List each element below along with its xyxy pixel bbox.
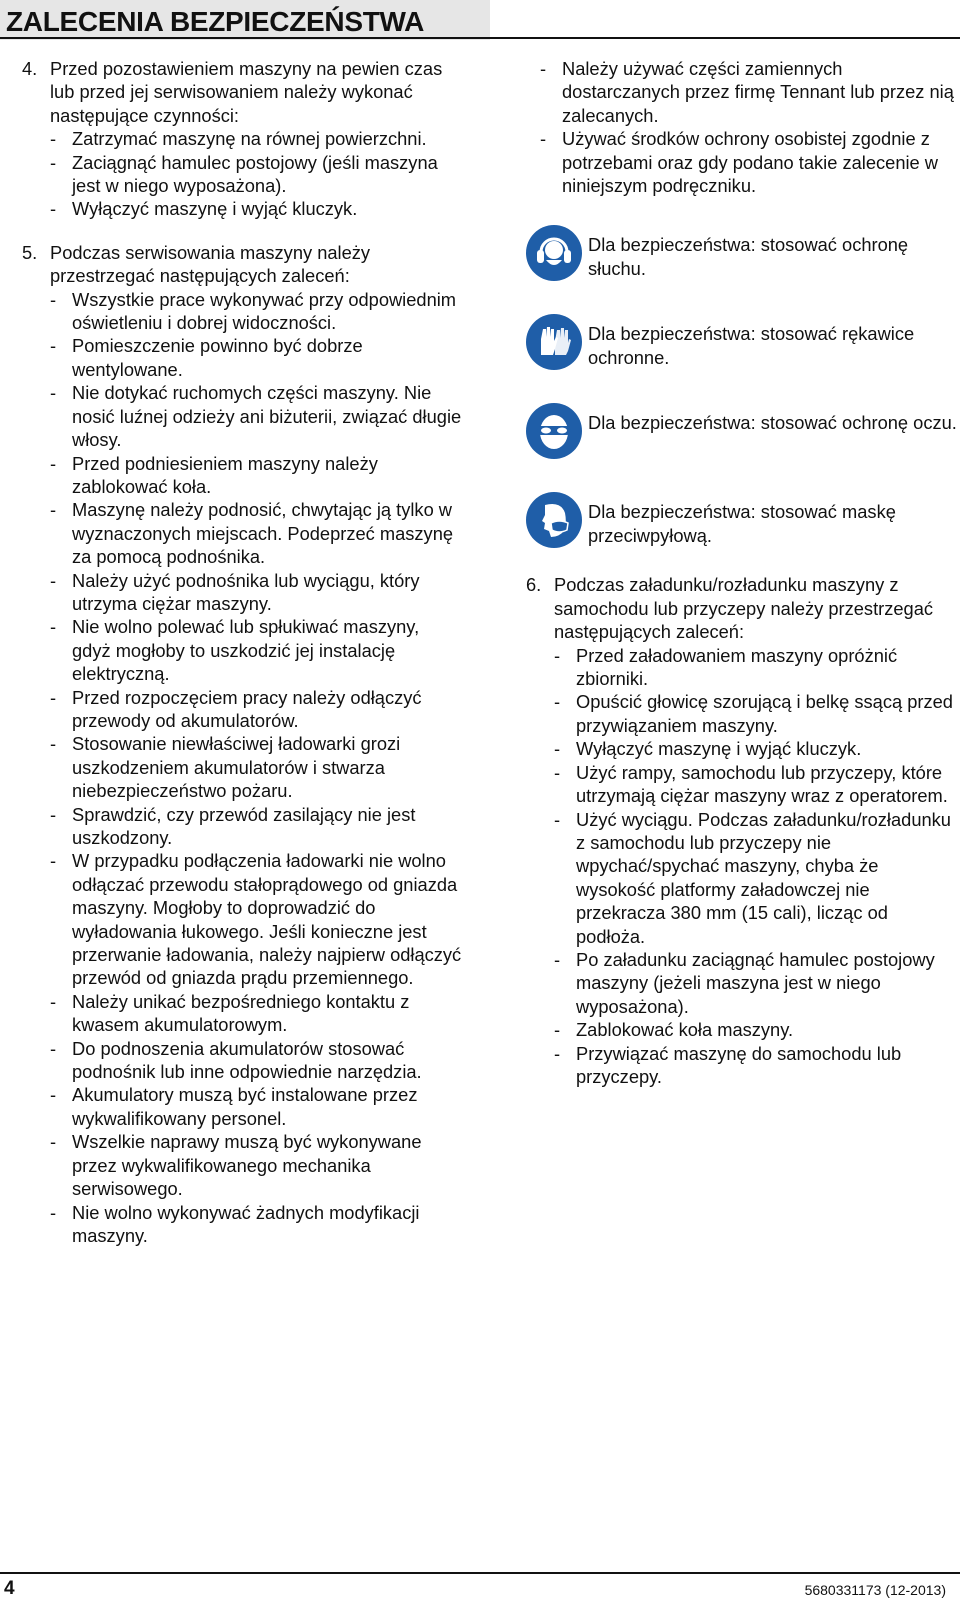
gloves-icon bbox=[526, 314, 582, 370]
list-item: - Sprawdzić, czy przewód zasilający nie jest uszkodzony. bbox=[50, 803, 416, 848]
list-item: - Wyłączyć maszynę i wyjąć kluczyk. bbox=[50, 198, 358, 220]
list-item: - Wszystkie prace wykonywać przy odpowiednim oświetleniu i dobrej widoczności. bbox=[50, 288, 457, 334]
document-code: 5680331173 (12-2013) bbox=[804, 1582, 946, 1598]
ppe-text: Dla bezpieczeństwa: stosować ochronę słuchu. bbox=[588, 234, 909, 279]
list-item: - Użyć wyciągu. Podczas załadunku/rozładunku z samochodu lub przyczepy nie wpychać/spychać maszyny, chyba że wysokość platformy załadowczej nie przekracza 380 mm (15 cali), licząc od podłoża. bbox=[554, 808, 951, 947]
list-item: - Akumulatory muszą być instalowane przez wykwalifikowany personel. bbox=[50, 1084, 418, 1129]
header-divider bbox=[0, 37, 960, 39]
list-item: - Używać środków ochrony osobistej zgodnie z potrzebami oraz gdy podano takie zalecenie w niniejszym podręczniku. bbox=[540, 128, 939, 197]
list-item: - Użyć rampy, samochodu lub przyczepy, które utrzymają ciężar maszyny wraz z operatorem. bbox=[554, 761, 948, 807]
section-number: 6. bbox=[526, 574, 542, 596]
list-item: - Zablokować koła maszyny. bbox=[554, 1019, 794, 1041]
ppe-eye-protection bbox=[526, 393, 960, 482]
list-item: - Zatrzymać maszynę na równej powierzchni. bbox=[50, 128, 427, 150]
ppe-text: Dla bezpieczeństwa: stosować maskę przeciwpyłową. bbox=[588, 501, 896, 546]
list-item: - Należy używać części zamiennych dostarczanych przez firmę Tennant lub przez nią zalecanych. bbox=[540, 58, 954, 126]
left-column bbox=[22, 57, 462, 1247]
list-item: - Pomieszczenie powinno być dobrze wentylowane. bbox=[50, 335, 363, 380]
list-item: - Stosowanie niewłaściwej ładowarki grozi uszkodzeniem akumulatorów i stwarza niebezpieczeństwo pożaru. bbox=[50, 733, 401, 802]
section-number: 5. bbox=[22, 241, 38, 263]
ppe-gloves bbox=[526, 304, 960, 393]
ppe-dust-mask bbox=[526, 482, 960, 571]
right-column bbox=[526, 57, 960, 1088]
ppe-text: Dla bezpieczeństwa: stosować ochronę oczu. bbox=[588, 412, 957, 434]
section-intro: Przed pozostawieniem maszyny na pewien czas lub przed jej serwisowaniem należy wykonać następujące czynności: bbox=[50, 58, 443, 126]
list-item: - Należy użyć podnośnika lub wyciągu, który utrzyma ciężar maszyny. bbox=[50, 569, 420, 614]
list-item: - Wyłączyć maszynę i wyjąć kluczyk. bbox=[554, 738, 862, 760]
list-item: - Maszynę należy podnosić, chwytając ją tylko w wyznaczonych miejscach. Podeprzeć maszynę za pomocą podnośnika. bbox=[50, 499, 454, 568]
list-item: - Nie dotykać ruchomych części maszyny. Nie nosić luźnej odzieży ani biżuterii, związać długie włosy. bbox=[50, 382, 462, 451]
section-intro: Podczas załadunku/rozładunku maszyny z samochodu lub przyczepy należy przestrzegać następujących zaleceń: bbox=[554, 574, 934, 643]
ppe-text: Dla bezpieczeństwa: stosować rękawice ochronne. bbox=[588, 323, 915, 368]
section-6 bbox=[526, 573, 960, 1088]
footer-divider bbox=[0, 1572, 960, 1574]
list-item: - Nie wolno polewać lub spłukiwać maszyny, gdyż mogłoby to uszkodzić jej instalację elektryczną. bbox=[50, 616, 420, 685]
section-number: 4. bbox=[22, 58, 38, 79]
ear-protection-icon bbox=[526, 225, 582, 281]
list-item: - W przypadku podłączenia ładowarki nie wolno odłączać przewodu stałoprądowego od gniazda maszyny. Mogłoby to doprowadzić do wyładowania łukowego. Jeśli konieczne jest przerwanie ładowania, należy najpierw odłączyć przewód od gniazda prądu przemiennego. bbox=[50, 850, 462, 989]
list-item: - Przed podniesieniem maszyny należy zablokować koła. bbox=[50, 452, 378, 497]
list-item: - Wszelkie naprawy muszą być wykonywane przez wykwalifikowanego mechanika serwisowego. bbox=[50, 1131, 422, 1200]
list-item: - Po załadunku zaciągnąć hamulec postojowy maszyny (jeżeli maszyna jest w niego wyposażona). bbox=[554, 948, 935, 1017]
dust-mask-icon bbox=[526, 492, 582, 548]
list-item: - Opuścić głowicę szorującą i belkę ssącą przed przywiązaniem maszyny. bbox=[554, 691, 953, 736]
section-4 bbox=[22, 57, 462, 221]
list-item: - Należy unikać bezpośredniego kontaktu z kwasem akumulatorowym. bbox=[50, 990, 410, 1036]
list-item: - Do podnoszenia akumulatorów stosować podnośnik lub inne odpowiednie narzędzia. bbox=[50, 1037, 422, 1083]
page-number: 4 bbox=[4, 1578, 15, 1599]
list-item: - Nie wolno wykonywać żadnych modyfikacji maszyny. bbox=[50, 1201, 420, 1246]
list-item: - Zaciągnąć hamulec postojowy (jeśli maszyna jest w niego wyposażona). bbox=[50, 151, 438, 197]
section-5 bbox=[22, 241, 462, 1247]
section-intro: Podczas serwisowania maszyny należy przestrzegać następujących zaleceń: bbox=[50, 241, 371, 287]
list-item: - Przed załadowaniem maszyny opróżnić zbiorniki. bbox=[554, 644, 898, 690]
list-item: - Przed rozpoczęciem pracy należy odłączyć przewody od akumulatorów. bbox=[50, 686, 422, 731]
eye-protection-icon bbox=[526, 403, 582, 459]
list-item: - Przywiązać maszynę do samochodu lub przyczepy. bbox=[554, 1042, 902, 1087]
page-title: ZALECENIA BEZPIECZEŃSTWA bbox=[6, 6, 424, 37]
ppe-ear-protection bbox=[526, 215, 960, 304]
